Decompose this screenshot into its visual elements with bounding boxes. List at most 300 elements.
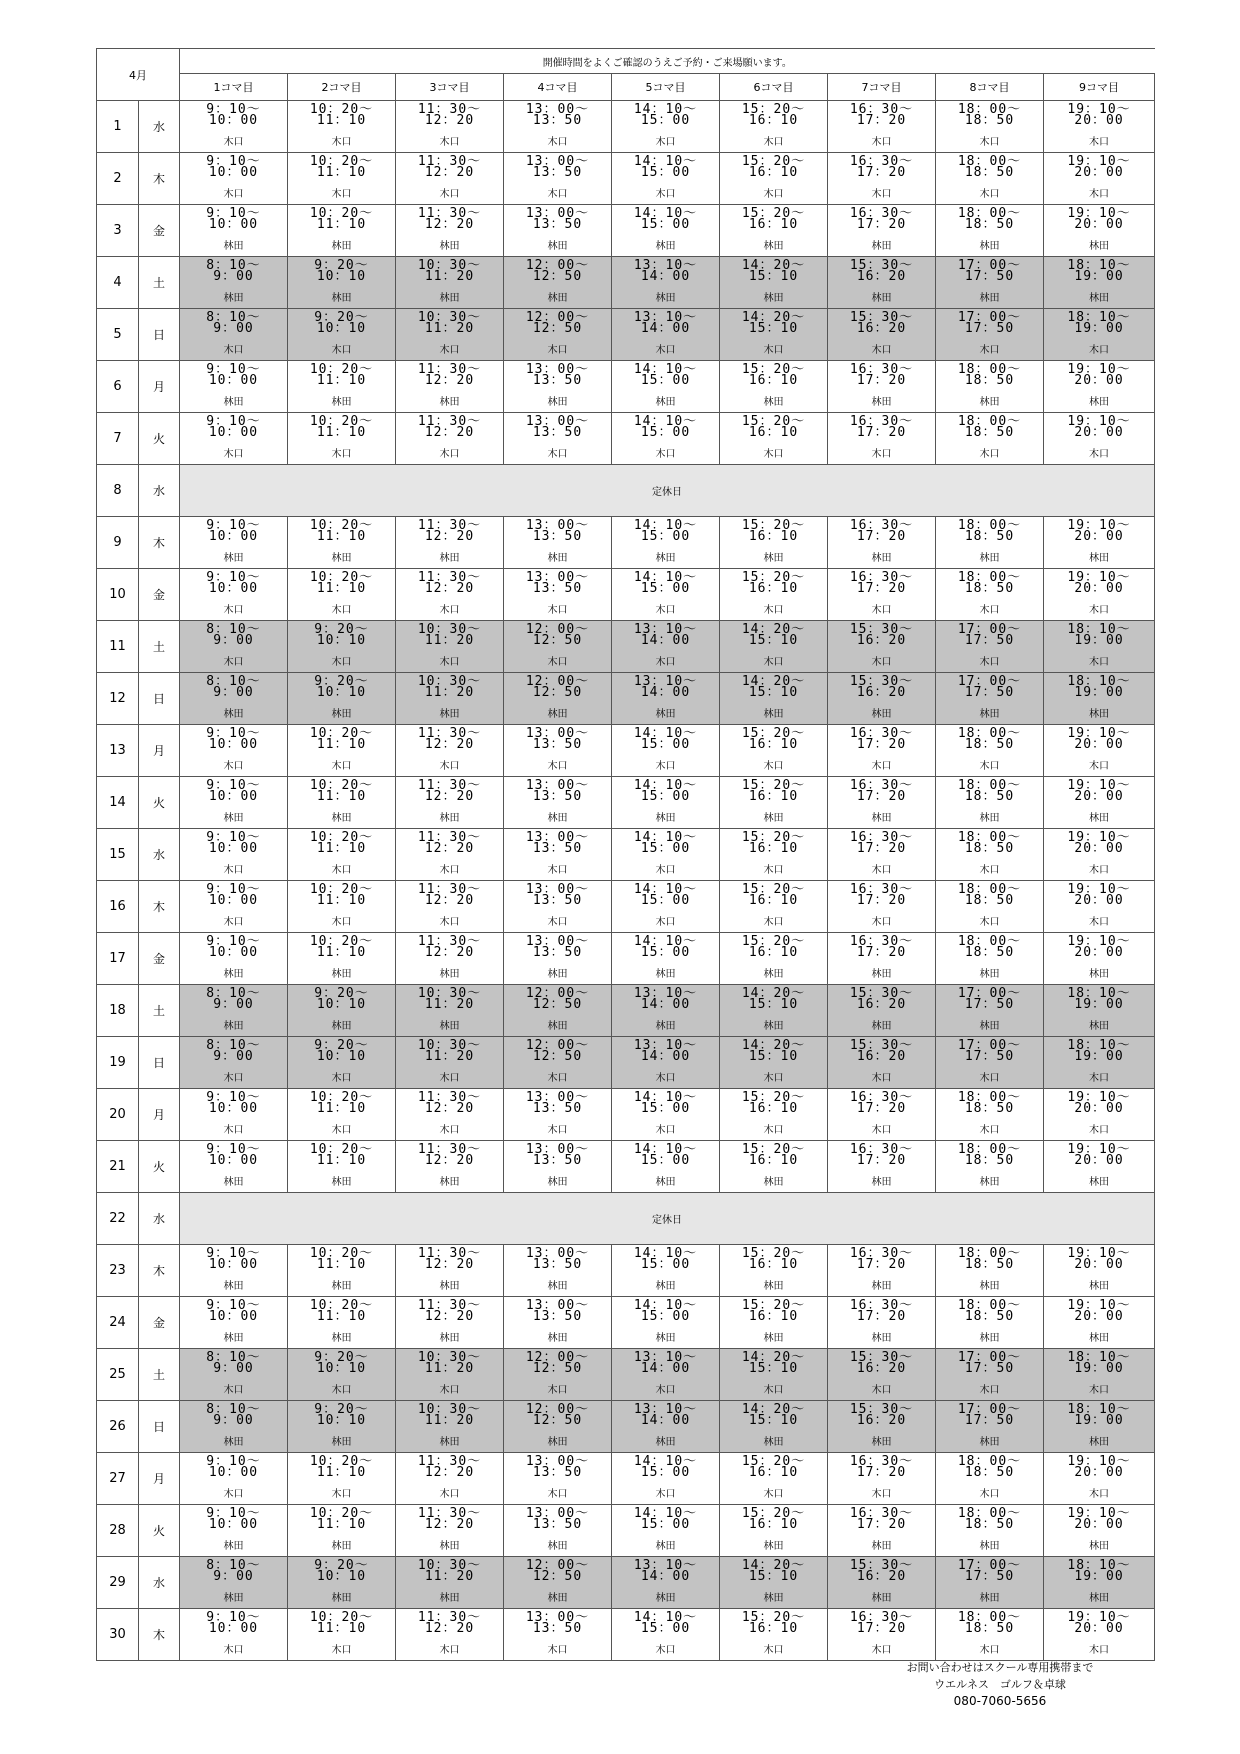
slot-start-time: 10：20～	[309, 1298, 374, 1313]
slot-start-time: 14：10～	[633, 570, 698, 585]
lesson-slot	[828, 1401, 936, 1453]
lesson-slot	[396, 413, 504, 465]
slot-end-time: 11：10	[316, 373, 367, 388]
slot-end-time: 11：10	[316, 893, 367, 908]
slot-end-time: 12：20	[424, 841, 475, 856]
slot-time	[310, 1508, 373, 1530]
lesson-slot	[1044, 1297, 1155, 1349]
slot-start-time: 19：10～	[1067, 830, 1131, 845]
coach-name: 木口	[547, 657, 568, 668]
lesson-slot	[288, 933, 396, 985]
coach-name: 木口	[547, 605, 568, 616]
lesson-slot	[396, 985, 504, 1037]
slot-start-time: 18：10～	[1067, 1038, 1131, 1053]
coach-name: 木口	[1089, 1385, 1110, 1396]
coach-name: 林田	[1089, 1541, 1110, 1552]
coach-name: 林田	[331, 969, 352, 980]
slot-start-time: 9：10～	[206, 778, 261, 793]
slot-time	[310, 884, 373, 906]
slot-start-time: 18：00～	[957, 414, 1022, 429]
slot-time	[526, 1092, 589, 1114]
coach-name: 木口	[223, 189, 244, 200]
coach-name: 木口	[655, 1489, 676, 1500]
slot-start-time: 9：20～	[314, 258, 369, 273]
slot-start-time: 9：20～	[314, 1038, 369, 1053]
slot-time	[742, 676, 805, 698]
column-header: 6コマ目	[720, 74, 828, 101]
coach-name: 林田	[1089, 813, 1110, 824]
slot-end-time: 9：00	[213, 1569, 254, 1584]
slot-time	[1067, 988, 1130, 1010]
day-number: 28	[97, 1505, 139, 1557]
slot-start-time: 11：30～	[417, 1142, 482, 1157]
slot-start-time: 14：10～	[633, 1142, 698, 1157]
slot-time	[634, 260, 697, 282]
coach-name: 林田	[655, 1541, 676, 1552]
coach-name: 木口	[655, 189, 676, 200]
day-row	[97, 725, 1155, 777]
slot-end-time: 16：10	[748, 113, 799, 128]
coach-name: 木口	[871, 1073, 892, 1084]
coach-name: 木口	[763, 761, 784, 772]
slot-end-time: 18：50	[964, 1257, 1015, 1272]
coach-name: 林田	[223, 969, 244, 980]
slot-time	[1067, 156, 1130, 178]
slot-start-time: 15：20～	[741, 1298, 806, 1313]
lesson-slot	[288, 309, 396, 361]
coach-name: 木口	[655, 657, 676, 668]
slot-time	[1067, 104, 1130, 126]
slot-start-time: 16：30～	[849, 778, 914, 793]
slot-end-time: 13：50	[532, 373, 583, 388]
slot-start-time: 13：10～	[633, 310, 698, 325]
slot-end-time: 12：20	[424, 1101, 475, 1116]
slot-time	[958, 1560, 1021, 1582]
slot-time	[526, 1560, 589, 1582]
slot-time	[206, 1352, 260, 1374]
slot-start-time: 14：10～	[633, 934, 698, 949]
coach-name: 木口	[763, 137, 784, 148]
slot-end-time: 20：00	[1074, 1257, 1124, 1272]
lesson-slot	[396, 1089, 504, 1141]
slot-start-time: 19：10～	[1067, 1610, 1131, 1625]
coach-name: 林田	[547, 1437, 568, 1448]
lesson-slot	[828, 153, 936, 205]
slot-start-time: 12：00～	[525, 1402, 590, 1417]
coach-name: 木口	[439, 865, 460, 876]
coach-name: 木口	[763, 1489, 784, 1500]
lesson-slot	[396, 1401, 504, 1453]
lesson-slot	[180, 1245, 288, 1297]
lesson-slot	[720, 777, 828, 829]
coach-name: 木口	[763, 1125, 784, 1136]
coach-name: 木口	[223, 605, 244, 616]
lesson-slot	[720, 101, 828, 153]
slot-end-time: 10：10	[316, 269, 367, 284]
slot-time	[1067, 832, 1130, 854]
slot-end-time: 11：10	[316, 1465, 367, 1480]
coach-name: 木口	[547, 137, 568, 148]
slot-start-time: 15：20～	[741, 414, 806, 429]
lesson-slot	[720, 881, 828, 933]
lesson-slot	[612, 413, 720, 465]
slot-end-time: 16：10	[748, 165, 799, 180]
column-header: 5コマ目	[612, 74, 720, 101]
slot-time	[310, 364, 373, 386]
slot-start-time: 10：20～	[309, 1142, 374, 1157]
slot-time	[526, 416, 589, 438]
slot-end-time: 15：00	[640, 1257, 691, 1272]
slot-time	[958, 572, 1021, 594]
slot-end-time: 11：10	[316, 113, 367, 128]
lesson-slot	[936, 517, 1044, 569]
slot-end-time: 17：20	[856, 113, 907, 128]
lesson-slot	[936, 1141, 1044, 1193]
slot-time	[418, 1092, 481, 1114]
slot-start-time: 15：30～	[849, 258, 914, 273]
slot-end-time: 16：10	[748, 945, 799, 960]
slot-time	[850, 988, 913, 1010]
slot-start-time: 14：20～	[741, 258, 806, 273]
lesson-slot	[396, 1609, 504, 1661]
slot-time	[634, 1612, 697, 1634]
slot-end-time: 14：00	[640, 1361, 691, 1376]
lesson-slot	[936, 361, 1044, 413]
lesson-slot	[720, 1141, 828, 1193]
lesson-slot	[1044, 257, 1155, 309]
slot-time	[1067, 728, 1130, 750]
slot-time	[206, 156, 260, 178]
coach-name: 林田	[1089, 1021, 1110, 1032]
coach-name: 木口	[979, 345, 1000, 356]
day-weekday: 月	[139, 1089, 180, 1141]
coach-name: 林田	[655, 709, 676, 720]
lesson-slot	[504, 1037, 612, 1089]
coach-name: 木口	[331, 917, 352, 928]
lesson-slot	[1044, 829, 1155, 881]
lesson-slot	[720, 1453, 828, 1505]
slot-end-time: 13：50	[532, 217, 583, 232]
slot-time	[850, 1248, 913, 1270]
slot-end-time: 16：10	[748, 425, 799, 440]
slot-time	[742, 1248, 805, 1270]
slot-end-time: 11：10	[316, 1621, 367, 1636]
coach-name: 木口	[871, 1645, 892, 1656]
coach-name: 林田	[439, 709, 460, 720]
slot-start-time: 16：30～	[849, 1142, 914, 1157]
slot-time	[206, 260, 260, 282]
slot-end-time: 17：20	[856, 789, 907, 804]
slot-time	[526, 1612, 589, 1634]
lesson-slot	[288, 413, 396, 465]
slot-end-time: 17：20	[856, 1257, 907, 1272]
coach-name: 木口	[547, 1489, 568, 1500]
coach-name: 林田	[655, 969, 676, 980]
slot-end-time: 20：00	[1074, 529, 1124, 544]
slot-end-time: 18：50	[964, 581, 1015, 596]
slot-time	[310, 572, 373, 594]
slot-end-time: 9：00	[213, 997, 254, 1012]
slot-end-time: 11：20	[424, 1413, 475, 1428]
coach-name: 林田	[763, 1281, 784, 1292]
slot-time	[850, 156, 913, 178]
day-weekday: 水	[139, 1193, 180, 1245]
coach-name: 木口	[763, 449, 784, 460]
coach-name: 林田	[871, 1333, 892, 1344]
slot-time	[526, 624, 589, 646]
slot-start-time: 10：30～	[417, 1038, 482, 1053]
slot-end-time: 18：50	[964, 113, 1015, 128]
lesson-slot	[504, 621, 612, 673]
slot-end-time: 10：00	[208, 217, 259, 232]
slot-time	[206, 1456, 260, 1478]
coach-name: 林田	[223, 1541, 244, 1552]
slot-end-time: 15：10	[748, 1413, 799, 1428]
slot-start-time: 10：20～	[309, 102, 374, 117]
slot-end-time: 12：20	[424, 425, 475, 440]
lesson-slot	[1044, 985, 1155, 1037]
day-number: 19	[97, 1037, 139, 1089]
slot-time	[310, 728, 373, 750]
slot-start-time: 18：10～	[1067, 1402, 1131, 1417]
lesson-slot	[720, 829, 828, 881]
coach-name: 木口	[979, 605, 1000, 616]
slot-start-time: 9：20～	[314, 622, 369, 637]
slot-time	[1067, 572, 1130, 594]
lesson-slot	[936, 1609, 1044, 1661]
slot-start-time: 14：10～	[633, 830, 698, 845]
coach-name: 林田	[1089, 1177, 1110, 1188]
lesson-slot	[936, 1557, 1044, 1609]
lesson-slot	[1044, 1089, 1155, 1141]
coach-name: 木口	[439, 1385, 460, 1396]
day-row	[97, 1401, 1155, 1453]
coach-name: 林田	[979, 1333, 1000, 1344]
coach-name: 木口	[223, 1125, 244, 1136]
slot-end-time: 20：00	[1074, 165, 1124, 180]
slot-time	[850, 312, 913, 334]
slot-time	[958, 624, 1021, 646]
slot-end-time: 11：20	[424, 997, 475, 1012]
slot-start-time: 10：20～	[309, 570, 374, 585]
slot-start-time: 15：30～	[849, 1350, 914, 1365]
lesson-slot	[180, 257, 288, 309]
coach-name: 林田	[547, 1593, 568, 1604]
slot-start-time: 19：10～	[1067, 154, 1131, 169]
slot-end-time: 12：20	[424, 893, 475, 908]
coach-name: 林田	[439, 1541, 460, 1552]
slot-start-time: 11：30～	[417, 414, 482, 429]
slot-time	[206, 832, 260, 854]
lesson-slot	[720, 1505, 828, 1557]
lesson-slot	[612, 933, 720, 985]
lesson-slot	[180, 1089, 288, 1141]
coach-name: 林田	[223, 1437, 244, 1448]
lesson-slot	[1044, 933, 1155, 985]
slot-time	[418, 156, 481, 178]
lesson-slot	[1044, 881, 1155, 933]
slot-end-time: 10：00	[208, 1309, 259, 1324]
lesson-slot	[504, 1401, 612, 1453]
slot-start-time: 18：10～	[1067, 1558, 1131, 1573]
slot-start-time: 13：10～	[633, 986, 698, 1001]
day-row	[97, 1089, 1155, 1141]
coach-name: 林田	[871, 969, 892, 980]
slot-time	[418, 312, 481, 334]
coach-name: 林田	[763, 1177, 784, 1188]
slot-end-time: 10：00	[208, 581, 259, 596]
slot-end-time: 14：00	[640, 321, 691, 336]
slot-end-time: 12：20	[424, 1309, 475, 1324]
slot-end-time: 15：00	[640, 113, 691, 128]
lesson-slot	[504, 153, 612, 205]
slot-time	[742, 572, 805, 594]
slot-start-time: 10：30～	[417, 622, 482, 637]
day-row	[97, 881, 1155, 933]
slot-start-time: 19：10～	[1067, 1246, 1131, 1261]
lesson-slot	[612, 777, 720, 829]
month-label: 4月	[97, 49, 180, 101]
slot-start-time: 14：10～	[633, 1090, 698, 1105]
lesson-slot	[504, 1297, 612, 1349]
slot-end-time: 19：00	[1074, 1049, 1124, 1064]
slot-time	[418, 1508, 481, 1530]
coach-name: 木口	[1089, 137, 1110, 148]
day-weekday: 火	[139, 1505, 180, 1557]
slot-start-time: 14：10～	[633, 1298, 698, 1313]
slot-start-time: 9：10～	[206, 1610, 261, 1625]
slot-time	[310, 208, 373, 230]
slot-start-time: 13：00～	[525, 518, 590, 533]
slot-start-time: 18：00～	[957, 154, 1022, 169]
slot-end-time: 16：10	[748, 373, 799, 388]
slot-time	[634, 884, 697, 906]
slot-end-time: 16：10	[748, 1153, 799, 1168]
day-weekday: 火	[139, 1141, 180, 1193]
lesson-slot	[612, 361, 720, 413]
lesson-slot	[1044, 1141, 1155, 1193]
day-number: 12	[97, 673, 139, 725]
coach-name: 林田	[655, 1593, 676, 1604]
slot-end-time: 11：10	[316, 737, 367, 752]
lesson-slot	[720, 309, 828, 361]
coach-name: 木口	[871, 1489, 892, 1500]
slot-start-time: 14：10～	[633, 1454, 698, 1469]
day-number: 21	[97, 1141, 139, 1193]
slot-start-time: 9：20～	[314, 674, 369, 689]
lesson-slot	[180, 933, 288, 985]
coach-name: 木口	[1089, 189, 1110, 200]
slot-time	[958, 312, 1021, 334]
slot-end-time: 10：10	[316, 1049, 367, 1064]
slot-start-time: 10：20～	[309, 1506, 374, 1521]
slot-end-time: 16：20	[856, 1413, 907, 1428]
slot-end-time: 20：00	[1074, 217, 1124, 232]
slot-start-time: 18：00～	[957, 1506, 1022, 1521]
slot-end-time: 19：00	[1074, 1413, 1124, 1428]
slot-time	[634, 988, 697, 1010]
slot-end-time: 17：20	[856, 529, 907, 544]
slot-time	[206, 1040, 260, 1062]
coach-name: 林田	[871, 1281, 892, 1292]
slot-start-time: 15：30～	[849, 674, 914, 689]
lesson-slot	[1044, 205, 1155, 257]
slot-time	[314, 1560, 368, 1582]
coach-name: 木口	[655, 137, 676, 148]
lesson-slot	[612, 101, 720, 153]
slot-start-time: 13：10～	[633, 1350, 698, 1365]
slot-end-time: 12：50	[532, 1049, 583, 1064]
lesson-slot	[396, 1349, 504, 1401]
slot-start-time: 10：20～	[309, 934, 374, 949]
coach-name: 木口	[655, 1385, 676, 1396]
slot-time	[634, 572, 697, 594]
coach-name: 林田	[979, 241, 1000, 252]
day-row	[97, 361, 1155, 413]
coach-name: 林田	[223, 241, 244, 252]
slot-end-time: 11：10	[316, 217, 367, 232]
coach-name: 木口	[223, 865, 244, 876]
coach-name: 林田	[331, 1593, 352, 1604]
slot-end-time: 15：00	[640, 425, 691, 440]
slot-end-time: 17：50	[964, 1569, 1015, 1584]
day-number: 29	[97, 1557, 139, 1609]
day-row	[97, 1245, 1155, 1297]
slot-time	[1067, 676, 1130, 698]
lesson-slot	[396, 361, 504, 413]
slot-end-time: 15：00	[640, 217, 691, 232]
slot-start-time: 13：00～	[525, 1454, 590, 1469]
slot-end-time: 16：20	[856, 633, 907, 648]
slot-end-time: 11：10	[316, 789, 367, 804]
coach-name: 木口	[763, 605, 784, 616]
slot-time	[1067, 1456, 1130, 1478]
slot-time	[314, 676, 368, 698]
slot-end-time: 16：10	[748, 1257, 799, 1272]
slot-time	[1067, 312, 1130, 334]
slot-end-time: 11：20	[424, 685, 475, 700]
slot-start-time: 13：00～	[525, 882, 590, 897]
slot-end-time: 11：10	[316, 1257, 367, 1272]
slot-end-time: 15：00	[640, 841, 691, 856]
slot-end-time: 12：20	[424, 1517, 475, 1532]
slot-time	[742, 1560, 805, 1582]
lesson-slot	[504, 101, 612, 153]
slot-end-time: 17：20	[856, 1465, 907, 1480]
coach-name: 木口	[1089, 1489, 1110, 1500]
lesson-slot	[612, 1609, 720, 1661]
slot-end-time: 18：50	[964, 893, 1015, 908]
slot-start-time: 17：00～	[957, 1558, 1022, 1573]
slot-end-time: 17：20	[856, 841, 907, 856]
coach-name: 木口	[763, 345, 784, 356]
slot-end-time: 9：00	[213, 1361, 254, 1376]
slot-end-time: 20：00	[1074, 737, 1124, 752]
slot-end-time: 15：00	[640, 1309, 691, 1324]
schedule-table	[96, 48, 1155, 1661]
slot-end-time: 15：10	[748, 1361, 799, 1376]
slot-time	[850, 780, 913, 802]
lesson-slot	[288, 1505, 396, 1557]
slot-start-time: 16：30～	[849, 102, 914, 117]
day-weekday: 水	[139, 465, 180, 517]
slot-end-time: 17：20	[856, 945, 907, 960]
slot-time	[634, 364, 697, 386]
lesson-slot	[396, 1297, 504, 1349]
slot-time	[314, 1404, 368, 1426]
lesson-slot	[720, 1037, 828, 1089]
slot-time	[742, 260, 805, 282]
